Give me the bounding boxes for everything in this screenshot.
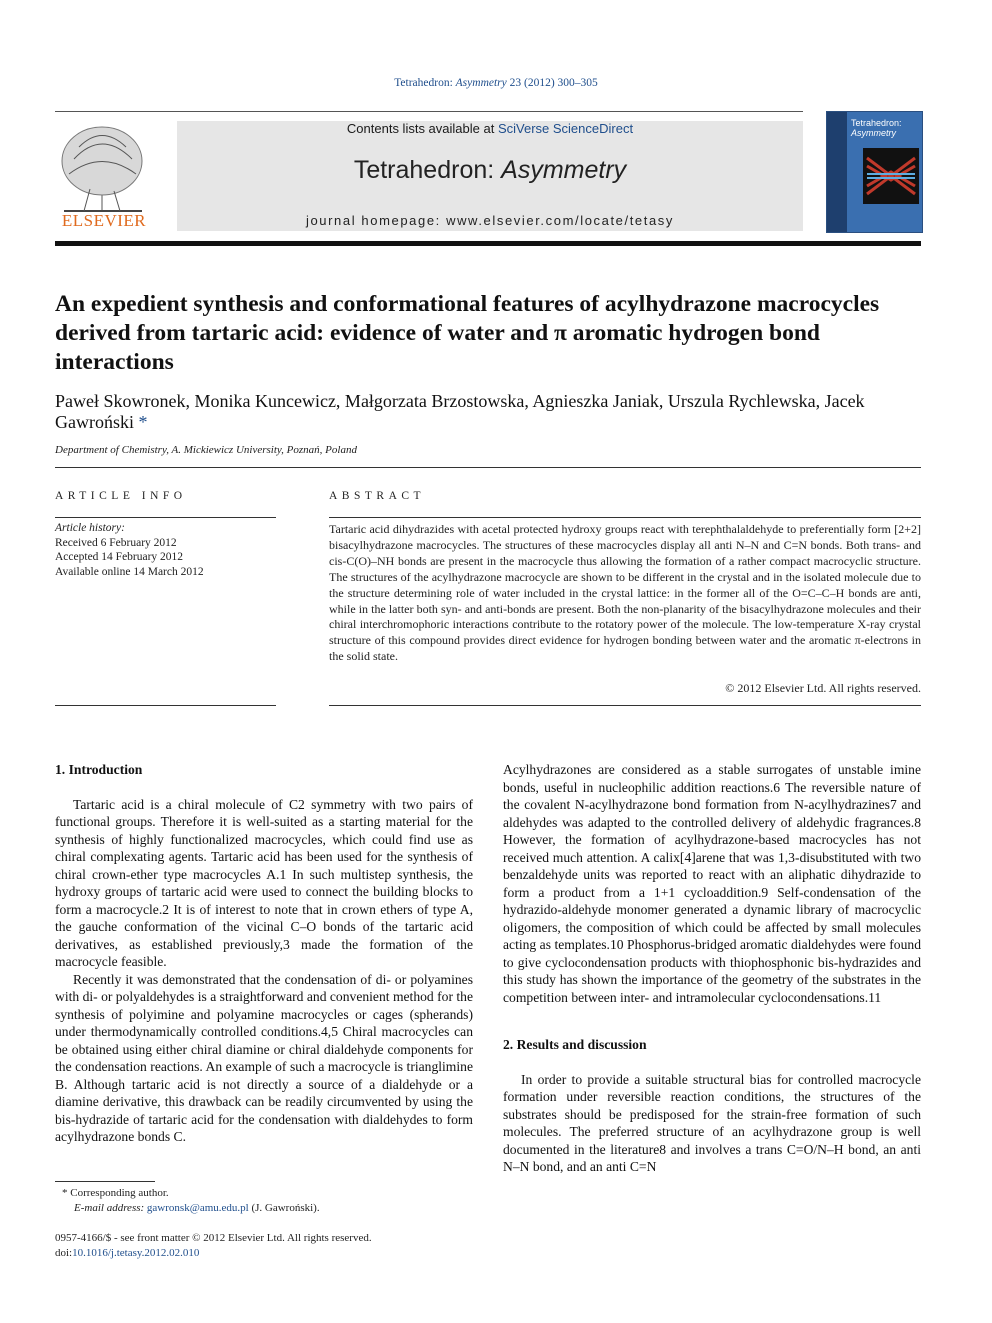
article-info-heading: ARTICLE INFO xyxy=(55,490,187,502)
front-matter-info xyxy=(55,1231,475,1260)
footnote-corresponding: Corresponding author. xyxy=(70,1187,169,1199)
cover-title-line1: Tetrahedron: xyxy=(851,118,902,128)
abstract-copyright: © 2012 Elsevier Ltd. All rights reserved. xyxy=(725,681,921,695)
doi-link[interactable]: 10.1016/j.tetasy.2012.02.010 xyxy=(72,1246,200,1259)
divider-affiliation xyxy=(55,467,921,468)
history-label: Article history: xyxy=(55,522,125,534)
header-bottom-rule xyxy=(55,241,921,246)
journal-title-italic: Asymmetry xyxy=(501,156,627,184)
article-info-bottom-rule xyxy=(55,705,276,706)
abstract-bottom-rule xyxy=(329,705,921,706)
footnote-star: * xyxy=(62,1187,68,1199)
section-heading-introduction: 1. Introduction xyxy=(55,762,143,777)
footnote-rule xyxy=(55,1181,155,1182)
elsevier-wordmark: ELSEVIER xyxy=(61,211,147,230)
body-right-column xyxy=(503,761,921,1176)
abstract-heading: ABSTRACT xyxy=(329,490,426,502)
cover-molecule-image xyxy=(863,148,919,204)
email-label: E-mail address: xyxy=(74,1201,145,1214)
citation-volume: 23 (2012) 300–305 xyxy=(509,77,598,89)
author-list xyxy=(55,391,921,433)
issn-line: 0957-4166/$ - see front matter © 2012 Elsevier Ltd. All rights reserved. xyxy=(55,1232,372,1244)
elsevier-logo[interactable] xyxy=(54,119,154,231)
cover-spine xyxy=(827,112,847,232)
corresponding-footnote xyxy=(62,1186,462,1215)
journal-title xyxy=(177,156,803,185)
article-title: An expedient synthesis and conformational features of acylhydrazone macrocycles derived from tartaric acid: evidence of water and π aromatic hydrogen bond interactions xyxy=(55,291,880,375)
article-info-rule xyxy=(55,517,276,518)
author-names: Paweł Skowronek, Monika Kuncewicz, Małgorzata Brzostowska, Agnieszka Janiak, Urszula Rychlewska, Jacek Gawroński xyxy=(55,391,865,432)
journal-homepage-link[interactable]: journal homepage: www.elsevier.com/locate/tetasy xyxy=(305,213,674,228)
contents-line xyxy=(177,121,803,136)
email-owner: (J. Gawroński). xyxy=(251,1201,320,1214)
sciencedirect-link[interactable]: SciVerse ScienceDirect xyxy=(497,121,634,136)
body-left-column xyxy=(55,761,473,1146)
intro-paragraph-1: Tartaric acid is a chiral molecule of C2 symmetry with two pairs of functional groups. Therefore it is well-suited as a starting material for the synthesis of highly functionalized macrocycles, which could find use as chiral complexating agents. Tartaric acid has been used for the synthesis of chiral crown-ether type macrocycles A.1 In such multistep synthesis, the hydroxy groups of tartaric acid were used to connect the building blocks to form a macrocycle.2 It is of interest to note that in crown ethers of type A, the gauche conformation of the vicinal C–O bonds of the tartaric acid derivatives, as established previously,3 made the formation of the macrocycle feasible. xyxy=(55,796,473,969)
corresponding-author-mark[interactable]: * xyxy=(138,412,148,432)
accepted-date: Accepted 14 February 2012 xyxy=(55,551,184,563)
received-date: Received 6 February 2012 xyxy=(55,536,177,549)
doi-prefix: doi: xyxy=(55,1246,73,1259)
cover-title-line2: Asymmetry xyxy=(851,128,896,138)
abstract-rule xyxy=(329,517,921,518)
citation-journal-italic: Asymmetry xyxy=(455,77,507,89)
affiliation: Department of Chemistry, A. Mickiewicz University, Poznań, Poland xyxy=(55,444,357,456)
cover-title xyxy=(851,118,902,138)
results-paragraph-1: In order to provide a suitable structural bias for controlled macrocycle formation under reversible reaction conditions, the structures of the substrates should be predisposed for the strain-free formation of such molecules. The preferred structure of an acylhydrazone group is well documented in the literature8 and involves a trans C=O/N–H bond, an anti N–N bond, and an anti C=N xyxy=(503,1071,921,1174)
journal-cover-thumbnail[interactable] xyxy=(826,111,923,233)
intro-paragraph-3: Acylhydrazones are considered as a stable surrogates of unstable imine bonds, useful in nucleophilic addition reactions.6 The reversible nature of the covalent N-acylhydrazone bond formation from N-acylhydrazines7 and aldehydes was adapted to the controlled delivery of aldehydic fragrances.8 However, the formation of acylhydrazone-based macrocycles has not received much attention. A calix[4]arene that was 1,3-disubstituted with two benzaldehyde units was reported to react with an aliphatic dihydrazide to form a product from a 1+1 cycloaddition.9 Self-condensation of the hydrazido-aldehyde monomer generated a dynamic library of macrocyclic oligomers, the composition of which could be affected by small molecules acting as templates.10 Phosphorus-bridged aromatic dialdehydes were found to give cyclocondensation products with thiophosphonic bis-hydrazides and this study has shown the importance of the geometry of the substrates in the competition between inter- and intramolecular cyclocondensations.11 xyxy=(503,762,921,1005)
citation-journal: Tetrahedron: xyxy=(394,77,453,89)
email-link[interactable]: gawronsk@amu.edu.pl xyxy=(146,1201,249,1214)
abstract-text: Tartaric acid dihydrazides with acetal protected hydroxy groups react with terephthalaldehyde to preferentially form [2+2] bisacylhydrazone macrocycles. The structures of these macrocycles display all anti N–N and C=N bonds. Both trans- and cis-C(O)–NH bonds are present in the macrocycle thus allowing the formation of a rather compact macrocyclic structure. The structures of the acylhydrazone macrocycle are shown to be different in the crystal and in the isolated molecule due to the structure determining role of water included in the crystal lattice: in the former all of the O=C–C–H bonds are anti, while in the latter both syn- and anti-bonds are present. Both the non-planarity of the bisacylhydrazone molecules and their chiral interchromophoric interactions contribute to the rotatory power of the molecule. The low-temperature X-ray crystal structure of this compound provides direct evidence for hydrogen bonding between water and the aromatic π-electrons in the solid state. xyxy=(329,522,921,664)
header-top-rule xyxy=(55,111,803,112)
online-date: Available online 14 March 2012 xyxy=(55,565,204,578)
section-heading-results: 2. Results and discussion xyxy=(503,1037,647,1052)
journal-title-main: Tetrahedron: xyxy=(353,156,495,184)
journal-citation[interactable] xyxy=(0,77,992,89)
article-history xyxy=(55,521,204,579)
cover-graphic-icon xyxy=(863,148,919,204)
contents-prefix: Contents lists available at xyxy=(346,121,495,136)
intro-paragraph-2: Recently it was demonstrated that the condensation of di- or polyamines with di- or polyaldehydes is a straightforward and convenient method for the synthesis of polyimine and polyamine macrocycles or cages (spherands) under thermodynamically controlled conditions.4,5 Chiral macrocycles can be obtained using either chiral diamine or chiral dialdehyde components for the condensation reactions. An example of such a macrocycle is trianglimine B. Although tartaric acid is not directly a source of a dialdehyde or a diamine derivative, this drawback can be readily circumvented by using the bis-hydrazide of tartaric acid for the condensation with dialdehydes to form acylhydrazone bonds C. xyxy=(55,971,473,1144)
